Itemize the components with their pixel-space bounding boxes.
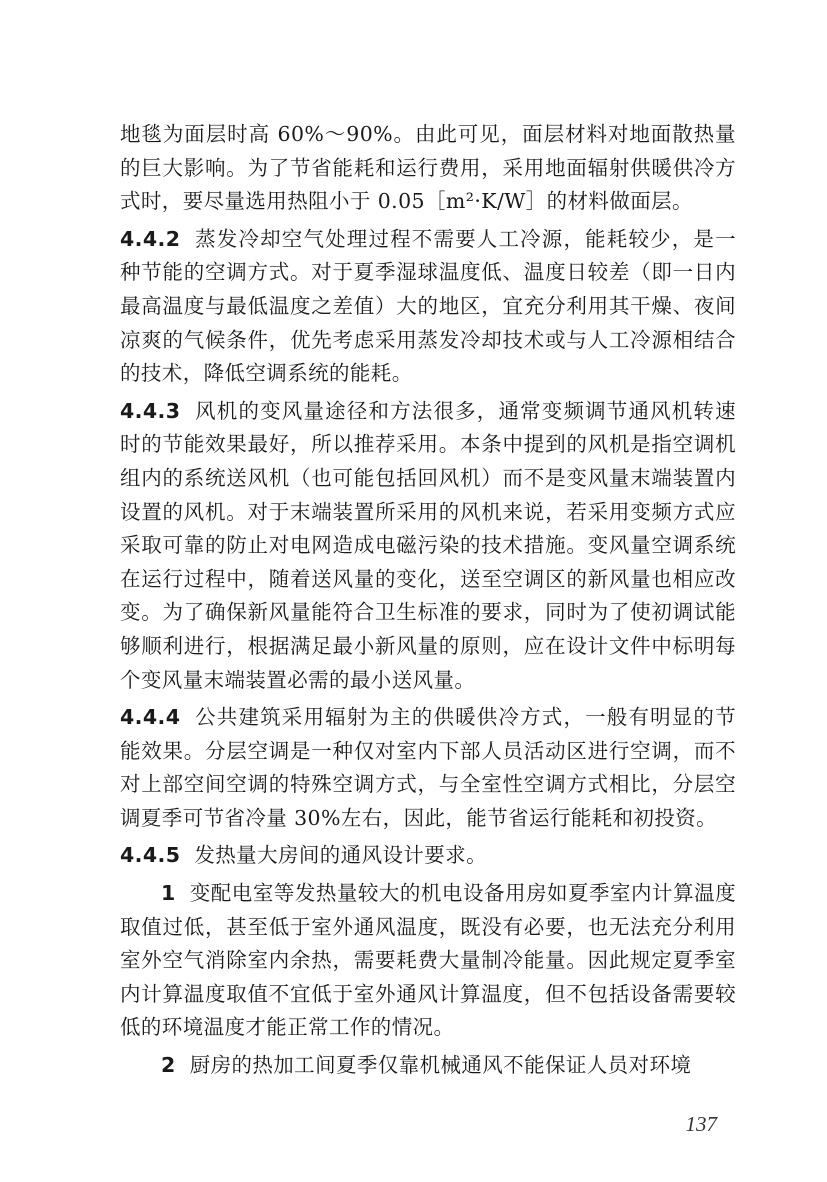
- item-number: 1: [161, 881, 176, 906]
- clause-4-4-2: [120, 223, 736, 391]
- list-item-1: [120, 877, 736, 1045]
- clause-number: 4.4.2: [120, 226, 181, 251]
- item-text: 变配电室等发热量较大的机电设备用房如夏季室内计算温度取值过低，甚至低于室外通风温度，既没有必要，也无法充分利用室外空气消除室内余热，需要耗费大量制冷能量。因此规定夏季室内计算温度取值不宜低于室外通风计算温度，但不包括设备需要较低的环境温度才能正常工作的情况。: [120, 881, 736, 1040]
- page-number: 137: [685, 1112, 717, 1136]
- clause-number: 4.4.5: [120, 843, 181, 868]
- document-page: [120, 118, 736, 1087]
- clause-4-4-5: [120, 839, 736, 873]
- paragraph-continuation: [120, 118, 736, 219]
- clause-text: 风机的变风量途径和方法很多，通常变频调节通风机转速时的节能效果最好，所以推荐采用。本条中提到的风机是指空调机组内的系统送风机（也可能包括回风机）而不是变风量末端装置内设置的风机。对于末端装置所采用的风机来说，若采用变频方式应采取可靠的防止对电网造成电磁污染的技术措施。变风量空调系统在运行过程中，随着送风量的变化，送至空调区的新风量也相应改变。为了确保新风量能符合卫生标准的要求，同时为了使初调试能够顺利进行，根据满足最小新风量的原则，应在设计文件中标明每个变风量末端装置必需的最小送风量。: [120, 398, 736, 692]
- clause-4-4-3: [120, 395, 736, 697]
- clause-number: 4.4.4: [120, 705, 181, 730]
- clause-text: 公共建筑采用辐射为主的供暖供冷方式，一般有明显的节能效果。分层空调是一种仅对室内下部人员活动区进行空调，而不对上部空间空调的特殊空调方式，与全室性空调方式相比，分层空调夏季可节省冷量 30%左右，因此，能节省运行能耗和初投资。: [120, 705, 736, 830]
- clause-4-4-4: [120, 701, 736, 835]
- item-number: 2: [161, 1053, 176, 1078]
- item-text: 厨房的热加工间夏季仅靠机械通风不能保证人员对环境: [189, 1053, 692, 1078]
- clause-text: 蒸发冷却空气处理过程不需要人工冷源，能耗较少，是一种节能的空调方式。对于夏季湿球温度低、温度日较差（即一日内最高温度与最低温度之差值）大的地区，宜充分利用其干燥、夜间凉爽的气候条件，优先考虑采用蒸发冷却技术或与人工冷源相结合的技术，降低空调系统的能耗。: [120, 226, 736, 386]
- paragraph-text: 地毯为面层时高 60%～90%。由此可见，面层材料对地面散热量的巨大影响。为了节省能耗和运行费用，采用地面辐射供暖供冷方式时，要尽量选用热阻小于 0.05［m²·K/W］的材料做面层。: [120, 122, 736, 214]
- clause-text: 发热量大房间的通风设计要求。: [194, 843, 487, 868]
- list-item-2: [120, 1049, 736, 1083]
- clause-number: 4.4.3: [120, 398, 181, 423]
